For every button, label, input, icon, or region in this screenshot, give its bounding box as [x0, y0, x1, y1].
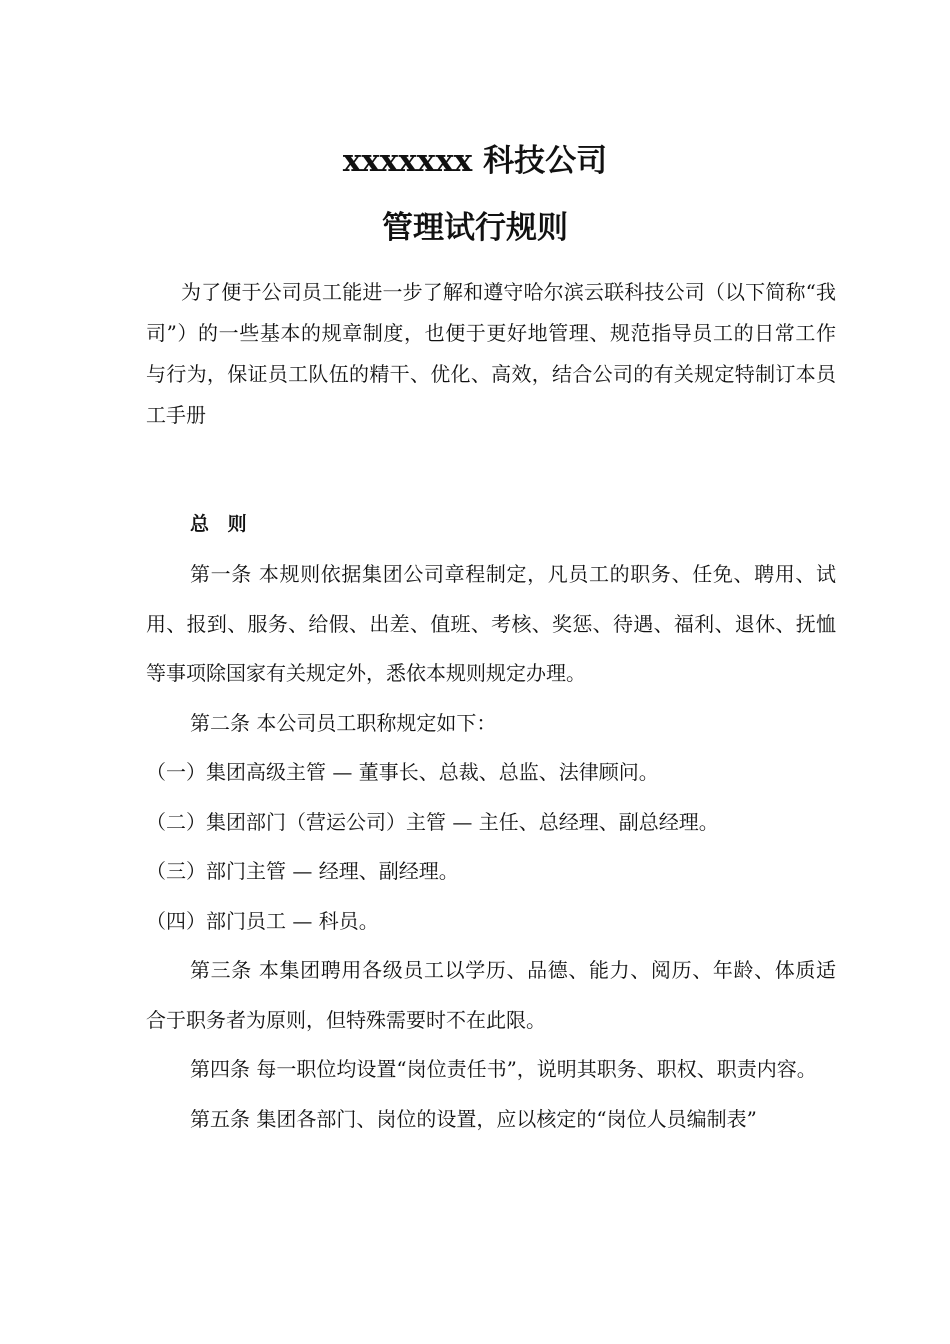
title-item-4: （四）部门员工 — 科员。	[146, 908, 379, 933]
title-item-2: （二）集团部门（营运公司）主管 — 主任、总经理、副总经理。	[146, 809, 719, 834]
article-4: 第四条 每一职位均设置“岗位责任书”，说明其职务、职权、职责内容。	[190, 1057, 817, 1081]
article-1: 第一条 本规则依据集团公司章程制定，凡员工的职务、任免、聘用、试用、报到、服务、给假、出差、值班、考核、奖惩、待遇、福利、退休、抚恤等事项除国家有关规定外，悉依本规则规定办理。	[146, 562, 836, 685]
article-3: 第三条 本集团聘用各级员工以学历、品德、能力、阅历、年龄、体质适合于职务者为原则，但特殊需要时不在此限。	[146, 958, 836, 1032]
article-2: 第二条 本公司员工职称规定如下：	[190, 710, 497, 735]
title-item-3: （三）部门主管 — 经理、副经理。	[146, 859, 459, 883]
intro-paragraph: 为了便于公司员工能进一步了解和遵守哈尔滨云联科技公司（以下简称“我司”）的一些基本的规章制度，也便于更好地管理、规范指导员工的日常工作与行为，保证员工队伍的精干、优化、高效，结合公司的有关规定特制订本员工手册	[146, 280, 836, 427]
title-item-1: （一）集团高级主管 — 董事长、总裁、总监、法律顾问。	[146, 760, 659, 784]
article-5: 第五条 集团各部门、岗位的设置，应以核定的“岗位人员编制表”	[190, 1106, 757, 1131]
intro-paragraph-block	[146, 272, 836, 436]
section-title: 总 则	[190, 513, 253, 535]
document-subtitle: 管理试行规则	[382, 210, 568, 246]
rules-body	[146, 502, 836, 1144]
document-title: xxxxxxx 科技公司	[342, 143, 608, 179]
